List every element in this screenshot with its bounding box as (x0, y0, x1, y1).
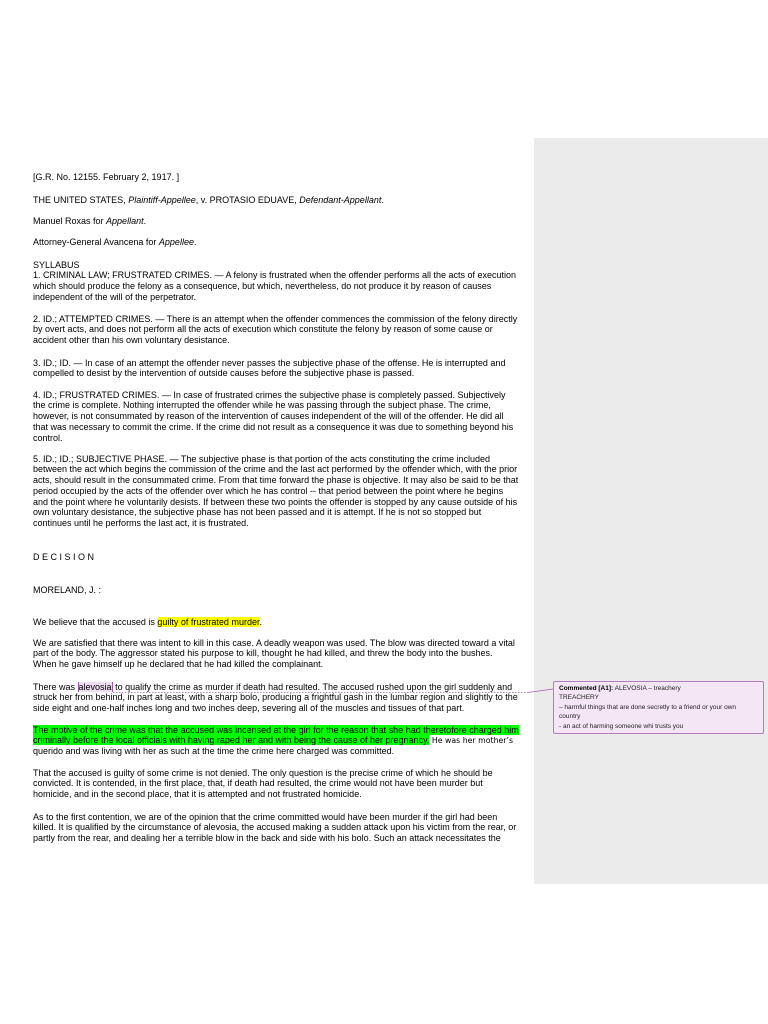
case-caption (33, 195, 384, 206)
text-line: 5. ID.; ID.; SUBJECTIVE PHASE. — The subjective phase is that portion of the acts constituting the crime included (33, 453, 491, 464)
defendant-name: , v. PROTASIO EDUAVE, (195, 194, 300, 205)
syllabus-heading: SYLLABUS (33, 259, 80, 270)
text-line: 3. ID.; ID. — In case of an attempt the offender never passes the subjective phase of the offense. He is interrupted and (33, 357, 506, 368)
caption-end: . (381, 194, 384, 205)
question-paragraph (33, 768, 493, 800)
yellow-highlight: guilty of frustrated murder (157, 616, 260, 627)
text-line: that was necessary to commit the crime. If the crime did not result as a consequence it was due to something beyond his (33, 421, 514, 432)
decision-author: MORELAND, J. : (33, 584, 102, 595)
text-line: 1. CRIMINAL LAW; FRUSTRATED CRIMES. — A felony is frustrated when the offender performs all the acts of execution (33, 270, 517, 281)
counsel-appellant (33, 216, 146, 227)
green-highlight: criminally before the local officials with having raped her and with being the cause of her pregnancy. (33, 735, 430, 746)
holding-text: We believe that the accused is (33, 616, 158, 627)
motive-paragraph (33, 725, 519, 757)
text-line: the crime is complete. Nothing interrupted the offender while he was passing through the subject phase. The crime, (33, 400, 491, 411)
syllabus-item-4 (33, 390, 513, 444)
comment-title: ALEVOSIA – treachery (613, 685, 681, 692)
comment-line: – harmful things that are done secretly to a friend or your own (559, 703, 737, 711)
counsel-appellee (33, 237, 196, 248)
text-line: querido and was living with her as such at the time the crime here charged was committed. (33, 746, 395, 757)
text-line: period occupied by the acts of the offender over which he has control -- that period between the point where he begins (33, 485, 504, 496)
text-line (33, 682, 518, 693)
text-line: 4. ID.; FRUSTRATED CRIMES. — In case of frustrated crimes the subjective phase is completely passed. Subjectively (33, 389, 506, 400)
text-line: control. (33, 432, 63, 443)
decision-heading: D E C I S I O N (33, 551, 95, 562)
syllabus-item-1 (33, 260, 516, 303)
alevosia-paragraph (33, 682, 518, 714)
text-line: part of the body. The aggressor stated his purpose to kill, thought he had killed, and threw the body into the bushes. (33, 648, 493, 659)
counsel-role: Appellee (158, 236, 194, 247)
plaintiff-name: THE UNITED STATES, (33, 194, 129, 205)
text-segment: to qualify the crime as murder if death had resulted. The accused rushed upon the girl suddenly and (112, 681, 513, 692)
text-line: acts, should result in the consummated crime. From that time forward the phase is objective. It may also be said to be that (33, 475, 519, 486)
syllabus-item-5 (33, 454, 518, 530)
text-line: and the point where he voluntarily desists. If between these two points the offender is stopped by any cause outside of his (33, 496, 518, 507)
comment-anchor[interactable]: alevosia (78, 681, 112, 692)
text-line: by overt acts, and does not perform all the acts of execution which constitute the felony by reason of some cause or (33, 324, 493, 335)
comment-line: - an act of harming someone whi trusts you (559, 722, 684, 730)
comment-pane (534, 138, 768, 884)
intent-paragraph (33, 638, 515, 670)
text-line: homicide, and in the second place, that it is attempted and not frustrated homicide. (33, 789, 362, 800)
comment-label: Commented [A1]: (559, 685, 614, 692)
text-line: As to the first contention, we are of the opinion that the crime committed would have been murder if the girl had been (33, 811, 498, 822)
counsel-end: . (143, 215, 147, 226)
text-line (33, 725, 519, 736)
text-line: When he gave himself up he declared that he had killed the complainant. (33, 659, 324, 670)
comment-header (559, 684, 758, 693)
text-line (33, 735, 519, 746)
comment-line: TREACHERY (559, 694, 599, 702)
defendant-role: Defendant-Appellant (299, 194, 382, 205)
counsel-role: Appellant (106, 215, 144, 226)
text-line: continues until he performs the last act, it is frustrated. (33, 518, 249, 529)
counsel-name: Manuel Roxas for (33, 215, 107, 226)
syllabus-item-2 (33, 314, 517, 346)
counsel-end: . (193, 236, 197, 247)
holding-paragraph (33, 617, 262, 628)
text-line: independent of the will of the perpetrator. (33, 291, 197, 302)
holding-end: . (259, 616, 262, 627)
text-line: however, is not consummated by reason of the intervention of causes independent of the will of the offender. He did all (33, 411, 504, 422)
text-line: We are satisfied that there was intent to kill in this case. A deadly weapon was used. The blow was directed toward a vital (33, 637, 515, 648)
text-line: which should produce the felony as a consequence, but which, nevertheless, do not produce it by reason of causes (33, 281, 492, 292)
text-line: convicted. It is contended, in the first place, that, if death had resulted, the crime would not have been murder but (33, 778, 483, 789)
text-line: between the act which begins the commission of the crime and the last act performed by the offender which, with the prior (33, 464, 518, 475)
green-highlight: The motive of the crime was that the accused was incensed at the girl for the reason that she had theretofore charged him (33, 724, 519, 735)
text-line: partly from the rear, and dealing her a terrible blow in the back and side with his bolo. Such an attack necessitates the (33, 833, 501, 844)
text-line: struck her from behind, in part at least, with a sharp bolo, producing a frightful gash in the lumbar region and slightly to the (33, 692, 518, 703)
text-line: accident other than his own voluntary desistance. (33, 335, 230, 346)
text-line: That the accused is guilty of some crime is not denied. The only question is the precise crime of which he should be (33, 767, 493, 778)
comment-line: country (559, 713, 581, 721)
syllabus-item-3 (33, 358, 505, 380)
first-contention-paragraph (33, 812, 516, 844)
text-segment: There was (33, 681, 78, 692)
text-line: own voluntary desistance, the subjective phase has not been passed and it is attempt. If he is not so stopped but (33, 507, 482, 518)
case-citation: [G.R. No. 12155. February 2, 1917. ] (33, 171, 180, 182)
text-line: 2. ID.; ATTEMPTED CRIMES. — There is an attempt when the offender commences the commission of the felony directly (33, 313, 518, 324)
comment-balloon[interactable] (553, 681, 764, 734)
text-line: killed. It is qualified by the circumstance of alevosia, the accused making a sudden attack upon his victim from the rear, or (33, 822, 517, 833)
text-line: compelled to desist by the intervention of outside causes before the subjective phase is passed. (33, 368, 415, 379)
inserted-text: He was her mother’s (429, 736, 514, 746)
counsel-name: Attorney-General Avancena for (33, 236, 159, 247)
text-line: side eight and one-half inches long and two inches deep, severing all of the muscles and tissues of that part. (33, 703, 465, 714)
plaintiff-role: Plaintiff-Appellee (128, 194, 196, 205)
